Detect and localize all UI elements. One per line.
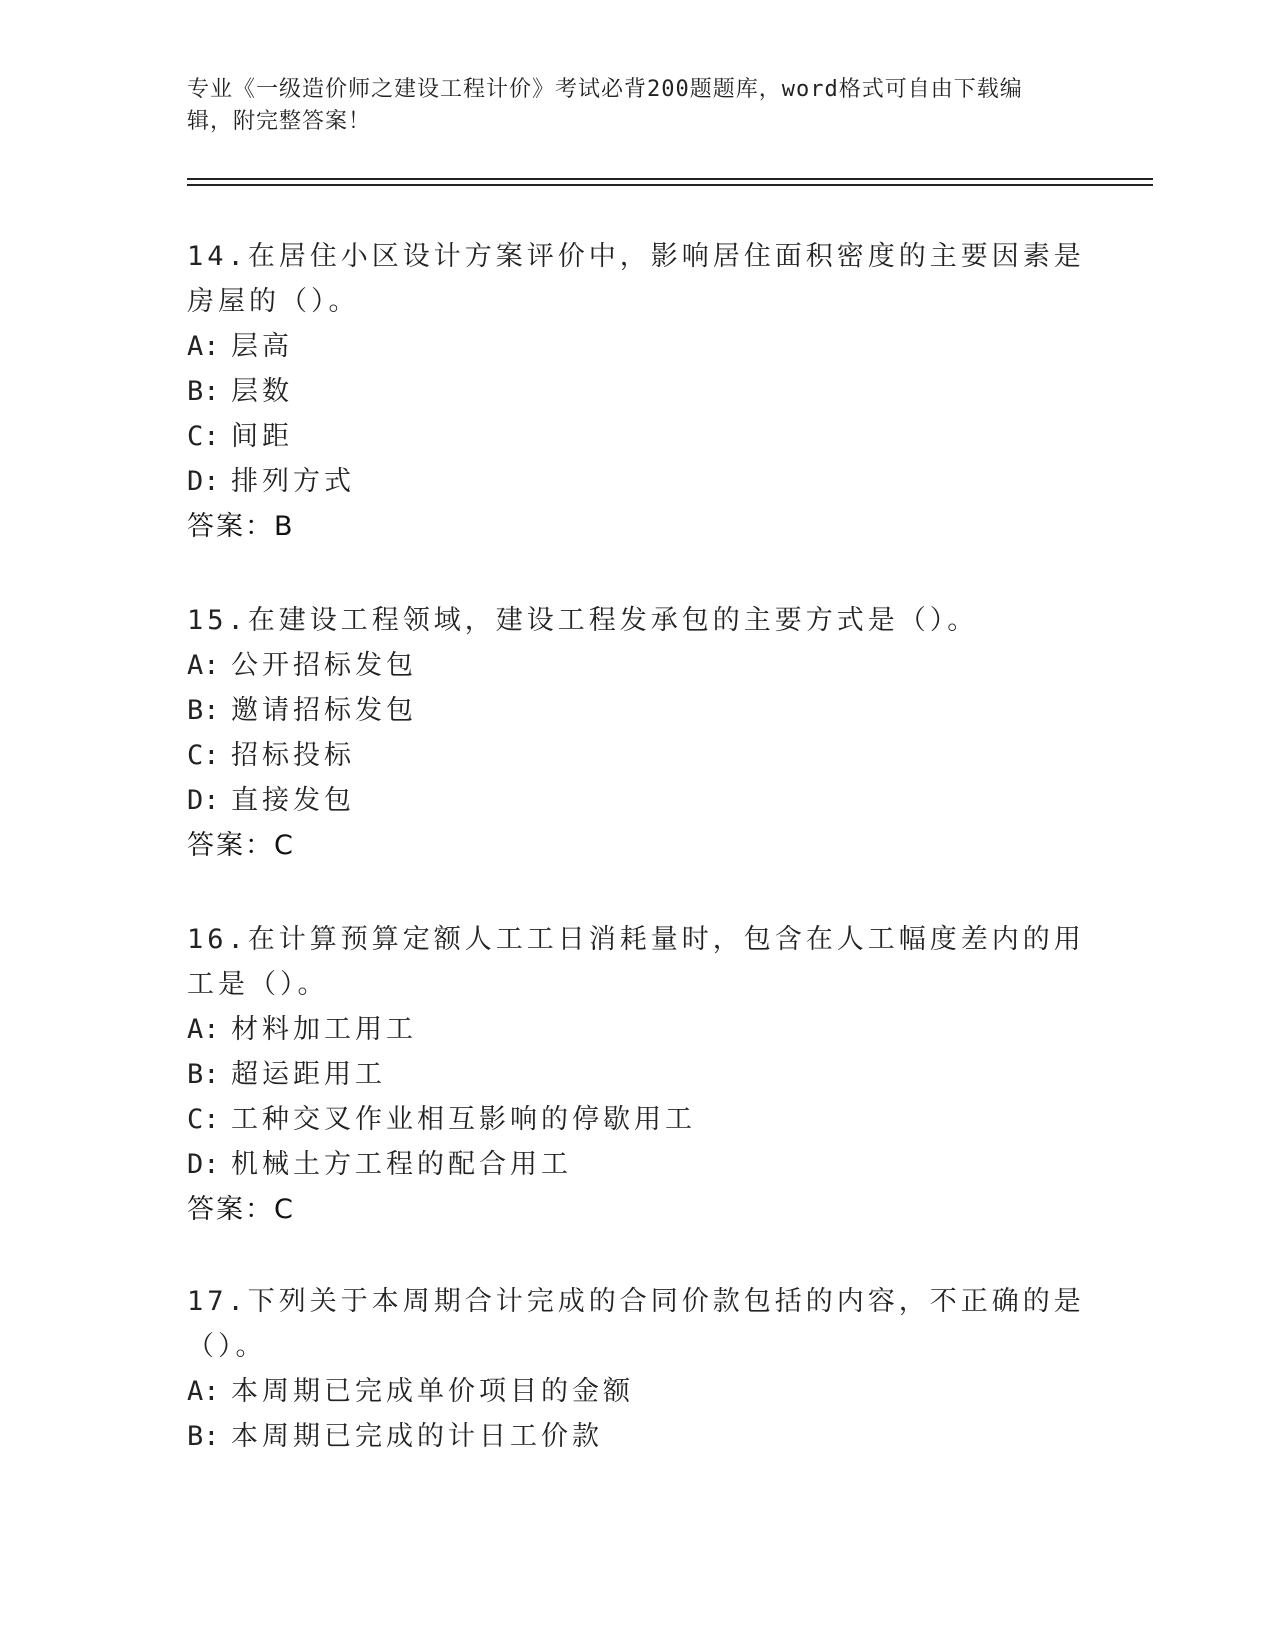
option-text: 本周期已完成的计日工价款 (231, 1421, 603, 1452)
option-a (187, 1007, 1087, 1052)
option-key: B: (187, 376, 220, 407)
document-header (187, 74, 1067, 138)
question-stem: 17.下列关于本周期合计完成的合同价款包括的内容，不正确的是（）。 (187, 1286, 1085, 1362)
option-text: 公开招标发包 (231, 650, 417, 681)
answer-line: 答案：C (187, 830, 295, 861)
question-stem: 14.在居住小区设计方案评价中，影响居住面积密度的主要因素是房屋的（）。 (187, 241, 1085, 317)
option-key: B: (187, 1059, 220, 1090)
option-key: B: (187, 1421, 220, 1452)
option-text: 层高 (231, 331, 293, 362)
option-c (187, 1097, 1087, 1142)
question-17 (187, 1279, 1087, 1459)
option-key: D: (187, 1149, 220, 1180)
option-text: 本周期已完成单价项目的金额 (231, 1376, 634, 1407)
option-key: B: (187, 695, 220, 726)
option-c (187, 414, 1087, 459)
question-stem: 15.在建设工程领域，建设工程发承包的主要方式是（）。 (187, 605, 979, 636)
option-key: D: (187, 785, 220, 816)
header-text: 专业《一级造价师之建设工程计价》考试必背200题题库，word格式可自由下载编辑，附完整答案！ (187, 77, 1023, 134)
option-a (187, 643, 1087, 688)
question-16 (187, 917, 1087, 1232)
option-key: D: (187, 466, 220, 497)
option-text: 排列方式 (231, 466, 355, 497)
question-14 (187, 234, 1087, 549)
option-key: A: (187, 1376, 220, 1407)
option-key: A: (187, 650, 220, 681)
answer-line: 答案：B (187, 511, 295, 542)
answer-line: 答案：C (187, 1194, 295, 1225)
option-d (187, 778, 1087, 823)
option-text: 工种交叉作业相互影响的停歇用工 (231, 1104, 696, 1135)
option-text: 材料加工用工 (231, 1014, 417, 1045)
option-b (187, 369, 1087, 414)
option-b (187, 1414, 1087, 1459)
question-stem: 16.在计算预算定额人工工日消耗量时，包含在人工幅度差内的用工是（）。 (187, 924, 1085, 1000)
option-d (187, 1142, 1087, 1187)
option-text: 直接发包 (231, 785, 355, 816)
option-text: 招标投标 (231, 740, 355, 771)
option-text: 机械土方工程的配合用工 (231, 1149, 572, 1180)
option-a (187, 324, 1087, 369)
option-key: A: (187, 1014, 220, 1045)
option-b (187, 688, 1087, 733)
option-text: 超运距用工 (231, 1059, 386, 1090)
option-c (187, 733, 1087, 778)
option-key: C: (187, 740, 220, 771)
header-divider (187, 184, 1153, 186)
option-b (187, 1052, 1087, 1097)
option-key: A: (187, 331, 220, 362)
option-d (187, 459, 1087, 504)
header-divider (187, 178, 1153, 180)
option-a (187, 1369, 1087, 1414)
option-text: 层数 (231, 376, 293, 407)
option-key: C: (187, 1104, 220, 1135)
option-key: C: (187, 421, 220, 452)
option-text: 邀请招标发包 (231, 695, 417, 726)
question-15 (187, 598, 1087, 868)
option-text: 间距 (231, 421, 293, 452)
